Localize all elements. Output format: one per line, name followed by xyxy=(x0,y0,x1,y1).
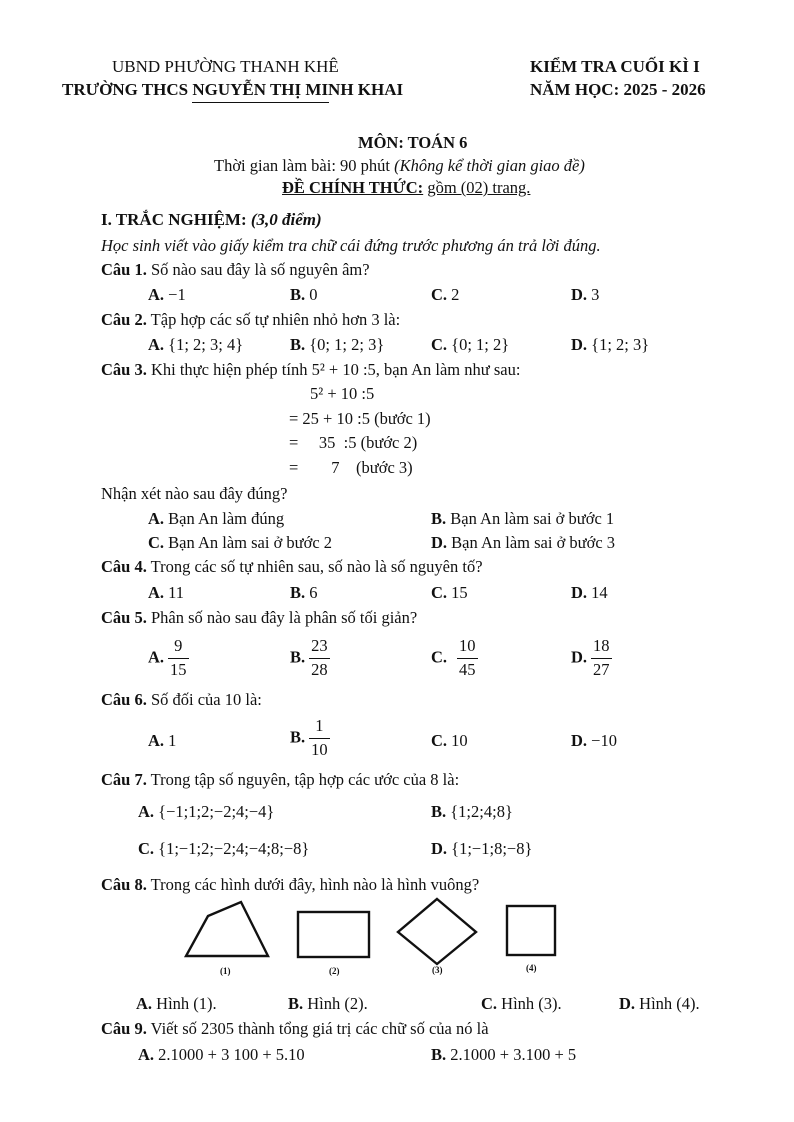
q3-option-c: C. Bạn An làm sai ở bước 2 xyxy=(148,533,333,552)
q3-prompt: Nhận xét nào sau đây đúng? xyxy=(101,484,288,503)
question-label: Câu 9. xyxy=(101,1019,147,1038)
q7-option-b: B. {1;2;4;8} xyxy=(431,802,513,821)
subject-title: MÔN: TOÁN 6 xyxy=(358,133,468,152)
question-label: Câu 7. xyxy=(101,770,147,789)
figure-3-rhombus xyxy=(398,899,476,964)
figure-1-trapezoid xyxy=(186,902,268,956)
q4-option-a: A. 11 xyxy=(148,583,185,602)
q5-option-a: A. $\frac{9}{15}$ xyxy=(148,636,187,679)
q6-option-a: A. 1 xyxy=(148,731,177,750)
q7-option-d: D. {1;−1;8;−8} xyxy=(431,839,533,858)
figure-2-rectangle xyxy=(298,912,369,957)
q2-option-a: A. {1; 2; 3; 4} xyxy=(148,335,244,354)
question-text: Trong các hình dưới đây, hình nào là hình vuông? xyxy=(150,875,480,894)
figure-2-label: (2) xyxy=(329,966,340,976)
question-text: Khi thực hiện phép tính 5² + 10 :5, bạn An làm như sau: xyxy=(150,360,521,379)
q3-step-1: = 25 + 10 :5 (bước 1) xyxy=(289,409,431,428)
q1-option-c: C. 2 xyxy=(431,285,460,304)
section-title: I. TRẮC NGHIỆM: xyxy=(101,210,247,229)
figure-4-label: (4) xyxy=(526,963,537,973)
q6-option-d: D. −10 xyxy=(571,731,617,750)
question-label: Câu 6. xyxy=(101,690,147,709)
q3-step-3: = 7 (bước 3) xyxy=(289,458,413,477)
question-label: Câu 2. xyxy=(101,310,147,329)
question-text: Số đối của 10 là: xyxy=(150,690,262,709)
header-exam-title: KIỂM TRA CUỐI KÌ I xyxy=(530,57,700,76)
q8-option-b: B. Hình (2). xyxy=(288,994,368,1013)
section-points: (3,0 điểm) xyxy=(250,210,322,229)
q3-step-2: = 35 :5 (bước 2) xyxy=(289,433,418,452)
header-department: UBND PHƯỜNG THANH KHÊ xyxy=(112,57,339,76)
q3-option-a: A. Bạn An làm đúng xyxy=(148,509,285,528)
question-label: Câu 4. xyxy=(101,557,147,576)
q5-option-d: D. $\frac{18}{27}$ xyxy=(571,636,610,679)
question-text: Phân số nào sau đây là phân số tối giản? xyxy=(150,608,418,627)
question-label: Câu 8. xyxy=(101,875,147,894)
q1-option-a: A. −1 xyxy=(148,285,186,304)
q4-option-b: B. 6 xyxy=(290,583,318,602)
q3-option-b: B. Bạn An làm sai ở bước 1 xyxy=(431,509,615,528)
q3-option-d: D. Bạn An làm sai ở bước 3 xyxy=(431,533,616,552)
question-label: Câu 1. xyxy=(101,260,147,279)
q2-option-d: D. {1; 2; 3} xyxy=(571,335,650,354)
q5-option-b: B. $\frac{23}{28}$ xyxy=(290,636,328,679)
question-9 xyxy=(101,1019,489,1039)
q8-option-a: A. Hình (1). xyxy=(136,994,217,1013)
question-text: Trong các số tự nhiên sau, số nào là số nguyên tố? xyxy=(150,557,483,576)
q7-option-a: A. {−1;1;2;−2;4;−4} xyxy=(138,802,275,821)
question-text: Tập hợp các số tự nhiên nhỏ hơn 3 là: xyxy=(150,310,401,329)
header-school: TRƯỜNG THCS NGUYỄN THỊ MINH KHAI xyxy=(62,80,404,99)
q8-option-c: C. Hình (3). xyxy=(481,994,562,1013)
figure-3-label: (3) xyxy=(432,965,443,975)
figure-1-label: (1) xyxy=(220,966,231,976)
figure-4-square xyxy=(507,906,555,955)
q3-step-0: 5² + 10 :5 xyxy=(310,384,375,403)
q8-option-d: D. Hình (4). xyxy=(619,994,700,1013)
q5-option-c: C. $\frac{10}{45}$ xyxy=(431,636,476,679)
q6-option-c: C. 10 xyxy=(431,731,468,750)
q6-option-b: B. $\frac{1}{10}$ xyxy=(290,716,328,759)
q7-option-c: C. {1;−1;2;−2;4;−4;8;−8} xyxy=(138,839,310,858)
question-text: Viết số 2305 thành tổng giá trị các chữ số của nó là xyxy=(150,1019,489,1038)
q1-option-b: B. 0 xyxy=(290,285,318,304)
q2-option-c: C. {0; 1; 2} xyxy=(431,335,510,354)
time-label: Thời gian làm bài: 90 phút xyxy=(214,156,390,175)
q4-option-c: C. 15 xyxy=(431,583,468,602)
q4-option-d: D. 14 xyxy=(571,583,608,602)
question-label: Câu 5. xyxy=(101,608,147,627)
section-instruction: Học sinh viết vào giấy kiểm tra chữ cái đứng trước phương án trả lời đúng. xyxy=(101,236,601,255)
header-school-year: NĂM HỌC: 2025 - 2026 xyxy=(530,80,706,99)
question-label: Câu 3. xyxy=(101,360,147,379)
time-note: (Không kể thời gian giao đề) xyxy=(394,156,585,175)
q2-option-b: B. {0; 1; 2; 3} xyxy=(290,335,385,354)
q1-option-d: D. 3 xyxy=(571,285,600,304)
question-text: Trong tập số nguyên, tập hợp các ước của 8 là: xyxy=(150,770,460,789)
q9-option-a: A. 2.1000 + 3 100 + 5.10 xyxy=(138,1045,305,1064)
question-text: Số nào sau đây là số nguyên âm? xyxy=(150,260,370,279)
page-count: gồm (02) trang. xyxy=(427,178,531,197)
official-label: ĐỀ CHÍNH THỨC: xyxy=(282,178,424,197)
q9-option-b: B. 2.1000 + 3.100 + 5 xyxy=(431,1045,577,1064)
